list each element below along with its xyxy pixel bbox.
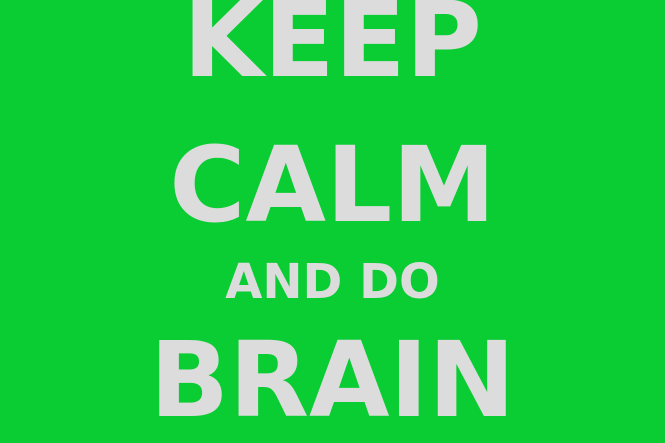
subline-and-do: AND DO xyxy=(225,254,440,310)
headline-brain: BRAIN xyxy=(149,319,516,441)
headline-calm: CALM xyxy=(169,124,496,246)
headline-keep: KEEP xyxy=(183,0,482,101)
